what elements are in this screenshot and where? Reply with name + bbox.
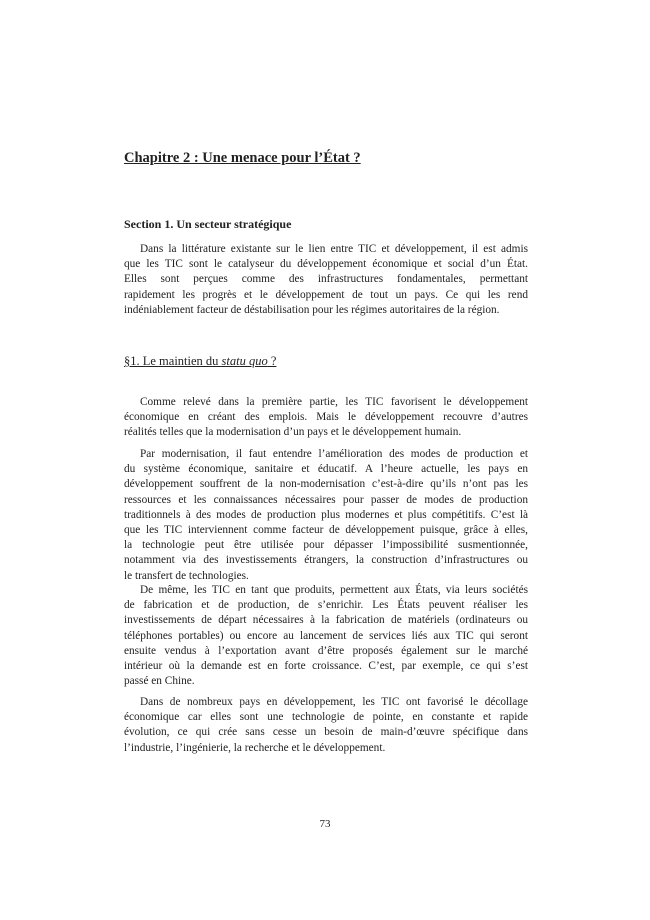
text-line: que les TIC interviennent comme facteur de développement puisque, grâce à elles, [124,523,528,536]
text-line: que les TIC sont le catalyseur du développement économique et social d’un État. [124,258,528,271]
subsection-suffix: ? [267,354,277,368]
text-line: évolution, ce qui crée sans cesse un besoin de main-d’œuvre spécifique dans [124,726,528,739]
text-line: réalités telles que la modernisation d’un pays et le développement humain. [124,426,462,439]
text-line: Dans de nombreux pays en développement, les TIC ont favorisé le décollage [140,696,528,708]
text-line: traditionnels à des modes de production plus modernes et plus compétitifs. C’est là [124,508,528,521]
paragraph [124,583,528,689]
subsection-prefix: §1. Le maintien du [124,354,222,368]
subsection-heading [124,354,528,369]
text-line: ensuite vendus à l’exportation avant d’être proposés également sur le marché [124,644,528,657]
text-line: indéniablement facteur de déstabilisation pour les régimes autoritaires de la région. [124,303,500,316]
text-line: De même, les TIC en tant que produits, permettent aux États, via leurs sociétés [140,584,528,596]
page-number: 73 [319,818,331,830]
text-line: de fabrication et de production, de s’enrichir. Les États peuvent réaliser les [124,599,528,612]
text-line: économique car elles sont une technologie de pointe, en constante et rapide [124,711,528,724]
text-line: Elles sont perçues comme des infrastructures fondamentales, permettant [124,273,528,286]
subsection-italic: statu quo [221,354,268,368]
text-line: passé en Chine. [124,675,195,688]
text-line: rapidement les progrès et le développement de tout un pays. Ce qui les rend [124,288,528,301]
text-line: ressources et les connaissances nécessaires pour passer de modes de production [124,493,528,506]
paragraph [124,395,528,441]
section-title: Section 1. Un secteur stratégique [124,217,292,231]
chapter-title: Chapitre 2 : Une menace pour l’État ? [124,150,361,166]
text-line: téléphones portables) ou encore au lancement de services liés aux TIC qui seront [124,629,528,642]
text-line: Comme relevé dans la première partie, les TIC favorisent le développement [140,396,528,408]
text-line: la technologie peut être utilisée pour dépasser l’impossibilité susmentionnée, [124,539,528,552]
text-line: du système économique, sanitaire et éducatif. A l’heure actuelle, les pays en [124,463,528,476]
text-line: l’industrie, l’ingénierie, la recherche et le développement. [124,741,386,754]
text-line: Par modernisation, il faut entendre l’amélioration des modes de production et [140,448,528,460]
paragraph [124,242,528,318]
paragraph [124,695,528,756]
text-line: Dans la littérature existante sur le lien entre TIC et développement, il est admis [140,243,528,255]
text-line: le transfert de technologies. [124,569,249,582]
text-line: intérieur où la demande est en forte croissance. C’est, par exemple, ce qui s’est [124,659,528,672]
text-line: économique en créant des emplois. Mais le développement recouvre d’autres [124,411,528,424]
paragraph [124,447,528,584]
text-line: notamment via des investissements étrangers, la construction d’infrastructures ou [124,554,528,567]
text-line: développement souffrent de la non-modernisation c’est-à-dire qu’ils n’ont pas les [124,478,528,491]
text-line: investissements de départ nécessaires à la fabrication de matériels (ordinateurs ou [124,614,528,627]
